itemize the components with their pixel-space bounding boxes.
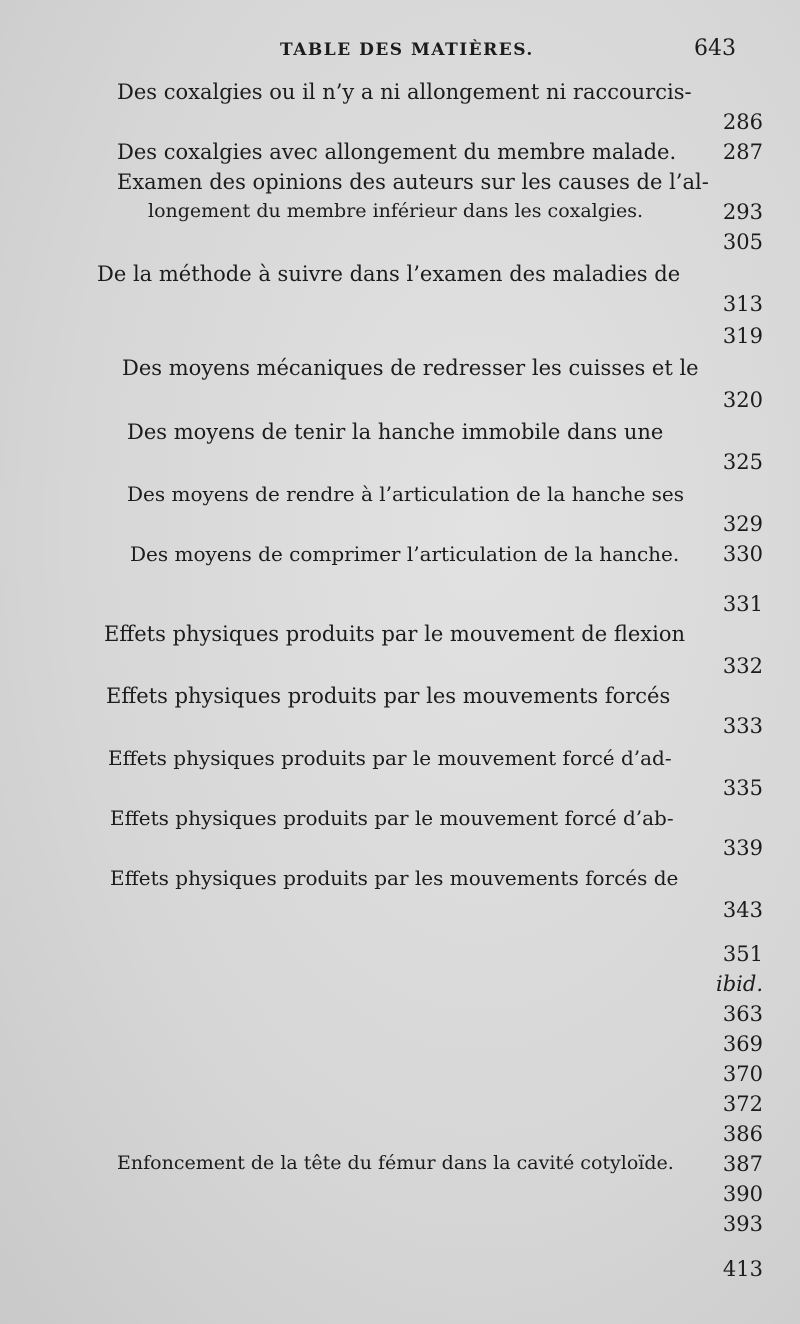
running-header (0, 36, 800, 66)
toc-entry-title: Des coxalgies avec allongement du membre malade. (117, 140, 677, 164)
toc-entry (0, 1002, 800, 1032)
toc-entry-title: Des moyens de comprimer l’articulation de la hanche. (130, 542, 680, 566)
toc-entry (0, 972, 800, 1002)
toc-entry (0, 1152, 800, 1182)
toc-entry (0, 714, 800, 744)
toc-entry-page: ibid. (716, 972, 763, 996)
toc-entry (0, 746, 800, 776)
toc-entry (0, 170, 800, 200)
toc-entry (0, 1122, 800, 1152)
toc-entry (0, 684, 800, 714)
toc-entry (0, 806, 800, 836)
toc-entry (0, 542, 800, 572)
toc-entry-page: 333 (722, 714, 763, 738)
toc-entry-title: De la méthode à suivre dans l’examen des maladies de (97, 262, 681, 286)
toc-entry (0, 512, 800, 542)
toc-entry (0, 836, 800, 866)
toc-entry (0, 898, 800, 928)
toc-entry-title: Des moyens mécaniques de redresser les cuisses et le (122, 356, 699, 380)
toc-entry (0, 592, 800, 622)
toc-entry-page: 413 (722, 1257, 763, 1281)
toc-entry-title: Des moyens de rendre à l’articulation de la hanche ses (127, 482, 685, 506)
toc-entry (0, 356, 800, 386)
toc-entry (0, 110, 800, 140)
toc-entry-title: Enfoncement de la tête du fémur dans la cavité cotyloïde. (117, 1152, 674, 1174)
toc-entry-page: 319 (722, 324, 763, 348)
toc-entry-page: 339 (722, 836, 763, 860)
toc-entry-page: 320 (722, 388, 763, 412)
toc-entry (0, 776, 800, 806)
toc-entry (0, 1092, 800, 1122)
toc-entry-page: 390 (722, 1182, 763, 1206)
toc-entry-title: Des moyens de tenir la hanche immobile dans une (127, 420, 664, 444)
toc-entry (0, 866, 800, 896)
toc-entry-page: 287 (722, 140, 763, 164)
toc-entry (0, 200, 800, 230)
toc-entry (0, 942, 800, 972)
toc-entry-title: Effets physiques produits par les mouvements forcés de (110, 866, 679, 890)
toc-entry-page: 370 (722, 1062, 763, 1086)
toc-entry (0, 1182, 800, 1212)
toc-entry-title: Effets physiques produits par le mouvement de flexion (104, 622, 685, 646)
toc-entry-page: 343 (722, 898, 763, 922)
toc-entry-title: Examen des opinions des auteurs sur les causes de l’al- (117, 170, 709, 194)
toc-entry-title: Effets physiques produits par les mouvements forcés (106, 684, 671, 708)
toc-entry-page: 293 (722, 200, 763, 224)
toc-entry (0, 292, 800, 322)
toc-entry-page: 305 (722, 230, 763, 254)
toc-entry-page: 325 (722, 450, 763, 474)
toc-entry-page: 286 (722, 110, 763, 134)
toc-entry-page: 351 (722, 942, 763, 966)
toc-entry (0, 420, 800, 450)
toc-entry (0, 80, 800, 110)
toc-entry (0, 324, 800, 354)
toc-entry (0, 262, 800, 292)
page-number: 643 (694, 36, 736, 61)
toc-entry (0, 230, 800, 260)
toc-entry-title: Effets physiques produits par le mouvement forcé d’ab- (110, 806, 674, 830)
toc-entry-page: 372 (722, 1092, 763, 1116)
toc-entry-page: 335 (722, 776, 763, 800)
toc-entry (0, 654, 800, 684)
toc-entry-page: 363 (722, 1002, 763, 1026)
running-title: TABLE DES MATIÈRES. (280, 40, 534, 60)
toc-entry-page: 329 (722, 512, 763, 536)
toc-entry-page: 332 (722, 654, 763, 678)
toc-entry-page: 331 (722, 592, 763, 616)
toc-entry (0, 388, 800, 418)
toc-entry-title: Effets physiques produits par le mouvement forcé d’ad- (108, 746, 672, 770)
toc-entry-page: 393 (722, 1212, 763, 1236)
toc-entry (0, 1062, 800, 1092)
toc-entry (0, 1032, 800, 1062)
toc-entry-page: 313 (722, 292, 763, 316)
toc-entry-page: 330 (722, 542, 763, 566)
toc-entry-title: longement du membre inférieur dans les coxalgies. (148, 200, 644, 222)
toc-entry (0, 622, 800, 652)
toc-entry-page: 369 (722, 1032, 763, 1056)
toc-entry (0, 140, 800, 170)
toc-entry-page: 386 (722, 1122, 763, 1146)
toc-entry (0, 1212, 800, 1242)
toc-entry (0, 1257, 800, 1287)
toc-entry-page: 387 (722, 1152, 763, 1176)
toc-entry-title: Des coxalgies ou il n’y a ni allongement ni raccourcis- (117, 80, 692, 104)
toc-entry (0, 482, 800, 512)
toc-entry (0, 450, 800, 480)
